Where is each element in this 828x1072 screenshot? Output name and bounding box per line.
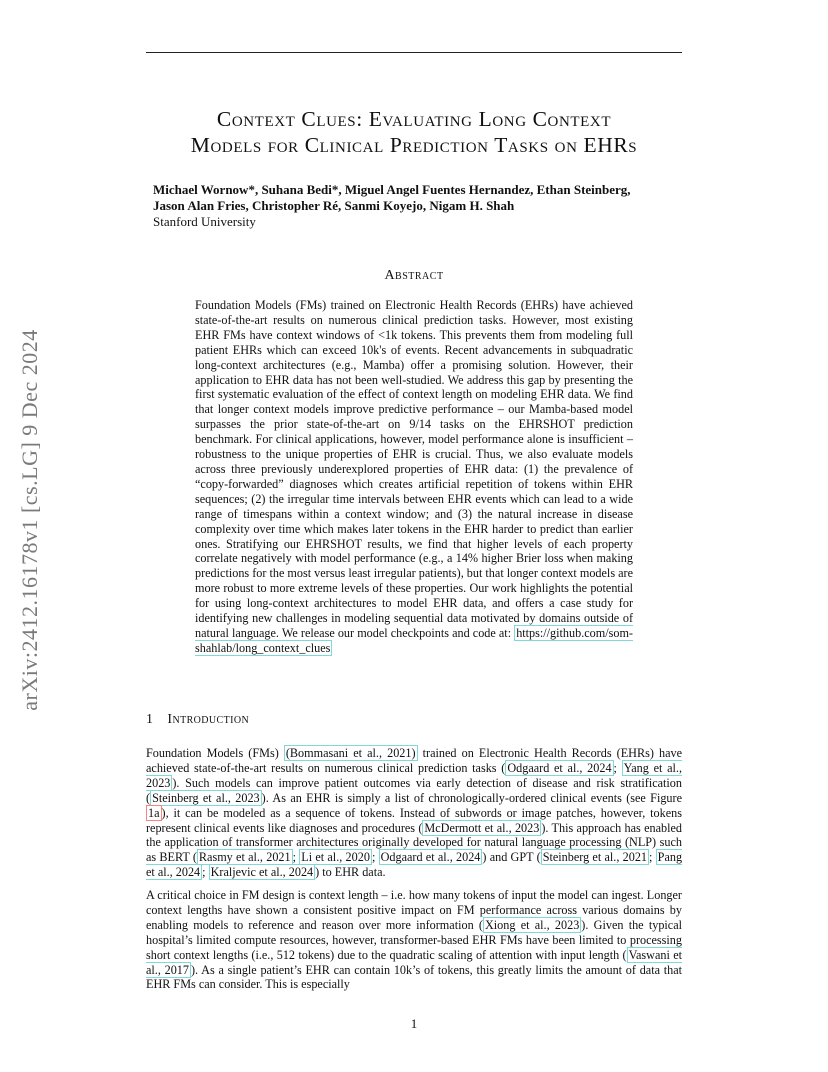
citation-link[interactable]: Yang et al., 2023 xyxy=(146,760,682,790)
top-rule xyxy=(146,52,682,53)
citation-link[interactable]: Odgaard et al., 2024 xyxy=(507,760,612,775)
authors-line-1: Michael Wornow*, Suhana Bedi*, Miguel Angel Fuentes Hernandez, Ethan Steinberg, xyxy=(153,182,631,197)
citation-link[interactable]: (Bommasani et al., 2021) xyxy=(285,746,416,760)
affiliation: Stanford University xyxy=(153,214,256,229)
authors-line-2: Jason Alan Fries, Christopher Ré, Sanmi Koyejo, Nigam H. Shah xyxy=(153,198,515,213)
abstract-heading: Abstract xyxy=(384,268,444,283)
section-title: Introduction xyxy=(167,712,250,727)
author-list xyxy=(153,182,673,214)
citation-link[interactable]: Steinberg et al., 2023 xyxy=(152,790,260,805)
intro-paragraph-1: Foundation Models (FMs) (Bommasani et al., 2021) trained on Electronic Health Records (EHRs) have achieved state-of-the-art results on numerous clinical prediction tasks ( Odgaard et al., 2024 ; Yang et al., 2023 ). Such models can improve patient outcomes via early detection of disease and risk stratification ( Steinberg et al., 2023 ). As an EHR is simply a list of chronologically-ordered clinical events (see Figure 1a ), it can be modeled as a sequence of tokens. Instead of subwords or image patches, however, tokens represent clinical events like diagnoses and procedures ( McDermott et al., 2023 ). This approach has enabled the application of transformer architectures originally developed for natural language processing (NLP) such as BERT ( Rasmy et al., 2021 ; Li et al., 2020 ; Odgaard et al., 2024 ) and GPT ( Steinberg et al., 2021 ; Pang et al., 2024 ; Kraljevic et al., 2024 ) to EHR data. xyxy=(146,746,683,880)
citation-link[interactable]: McDermott et al., 2023 xyxy=(424,820,540,835)
citation-link[interactable]: Kraljevic et al., 2024 xyxy=(210,865,314,880)
figure-ref-link[interactable]: 1a xyxy=(148,805,160,820)
section-heading xyxy=(146,712,249,728)
abstract-text: Foundation Models (FMs) trained on Electronic Health Records (EHRs) have achieved state-of-the-art results on numerous clinical prediction tasks. However, most existing EHR FMs have context windows of <1k tokens. This prevents them from modeling full patient EHRs which can exceed 10k's of events. Recent advancements in subquadratic long-context architectures (e.g., Mamba) offer a promising solution. However, their application to EHR data has not been well-studied. We address this gap by presenting the first systematic evaluation of the effect of context length on modeling EHR data. We find that longer context models improve predictive performance – our Mamba-based model surpasses the prior state-of-the-art on 9/14 tasks on the EHRSHOT prediction benchmark. For clinical applications, however, model performance alone is insufficient – robustness to the unique properties of EHR is crucial. Thus, we also evaluate models across three previously underexplored properties of EHR data: (1) the prevalence of “copy-forwarded” diagnoses which creates artificial repetition of tokens within EHR sequences; (2) the irregular time intervals between EHR events which can lead to a wide range of timespans within a context window; and (3) the natural increase in disease complexity over time which makes later tokens in the EHR harder to predict than earlier ones. Stratifying our EHRSHOT results, we find that higher levels of each property correlate negatively with model performance (e.g., a 14% higher Brier loss when making predictions for the most versus least irregular patients), but that longer context models are more robust to more extreme levels of these properties. Our work highlights the potential for using long-context architectures to model EHR data, and offers a case study for identifying new challenges in modeling sequential data motivated by domains outside of natural language. We release our model checkpoints and code at: xyxy=(195,298,633,640)
citation-link[interactable]: Odgaard et al., 2024 xyxy=(380,850,481,865)
paper-title xyxy=(146,106,682,158)
abstract-body xyxy=(195,298,633,656)
intro-paragraph-2: A critical choice in FM design is context length – i.e. how many tokens of input the model can ingest. Longer context lengths have shown a consistent positive impact on FM performance across various domains by enabling models to reference and reason over more information ( Xiong et al., 2023 ). Given the typical hospital’s limited compute resources, however, transformer-based EHR FMs have been limited to processing short context lengths (i.e., 512 tokens) due to the quadratic scaling of attention with input length ( Vaswani et al., 2017 ). As a single patient’s EHR can contain 10k’s of tokens, this greatly limits the amount of data that EHR FMs can consider. This is especially xyxy=(146,888,683,992)
citation-link[interactable]: Xiong et al., 2023 xyxy=(484,917,580,932)
code-link[interactable]: https://github.com/som-shahlab/long_context_clues xyxy=(195,625,633,655)
section-number: 1 xyxy=(146,712,154,727)
citation-link[interactable]: Rasmy et al., 2021 xyxy=(198,850,291,865)
arxiv-stamp: arXiv:2412.16178v1 [cs.LG] 9 Dec 2024 xyxy=(17,329,42,711)
citation-link[interactable]: Li et al., 2020 xyxy=(301,850,370,865)
citation-link[interactable]: Steinberg et al., 2021 xyxy=(542,850,648,865)
title-line-1: Context Clues: Evaluating Long Context xyxy=(216,107,612,131)
page-number: 1 xyxy=(410,1016,418,1031)
citation-link[interactable]: Vaswani et al., 2017 xyxy=(146,947,682,977)
title-line-2: Models for Clinical Prediction Tasks on EHRs xyxy=(190,133,638,157)
citation-link[interactable]: Pang et al., 2024 xyxy=(146,850,683,880)
